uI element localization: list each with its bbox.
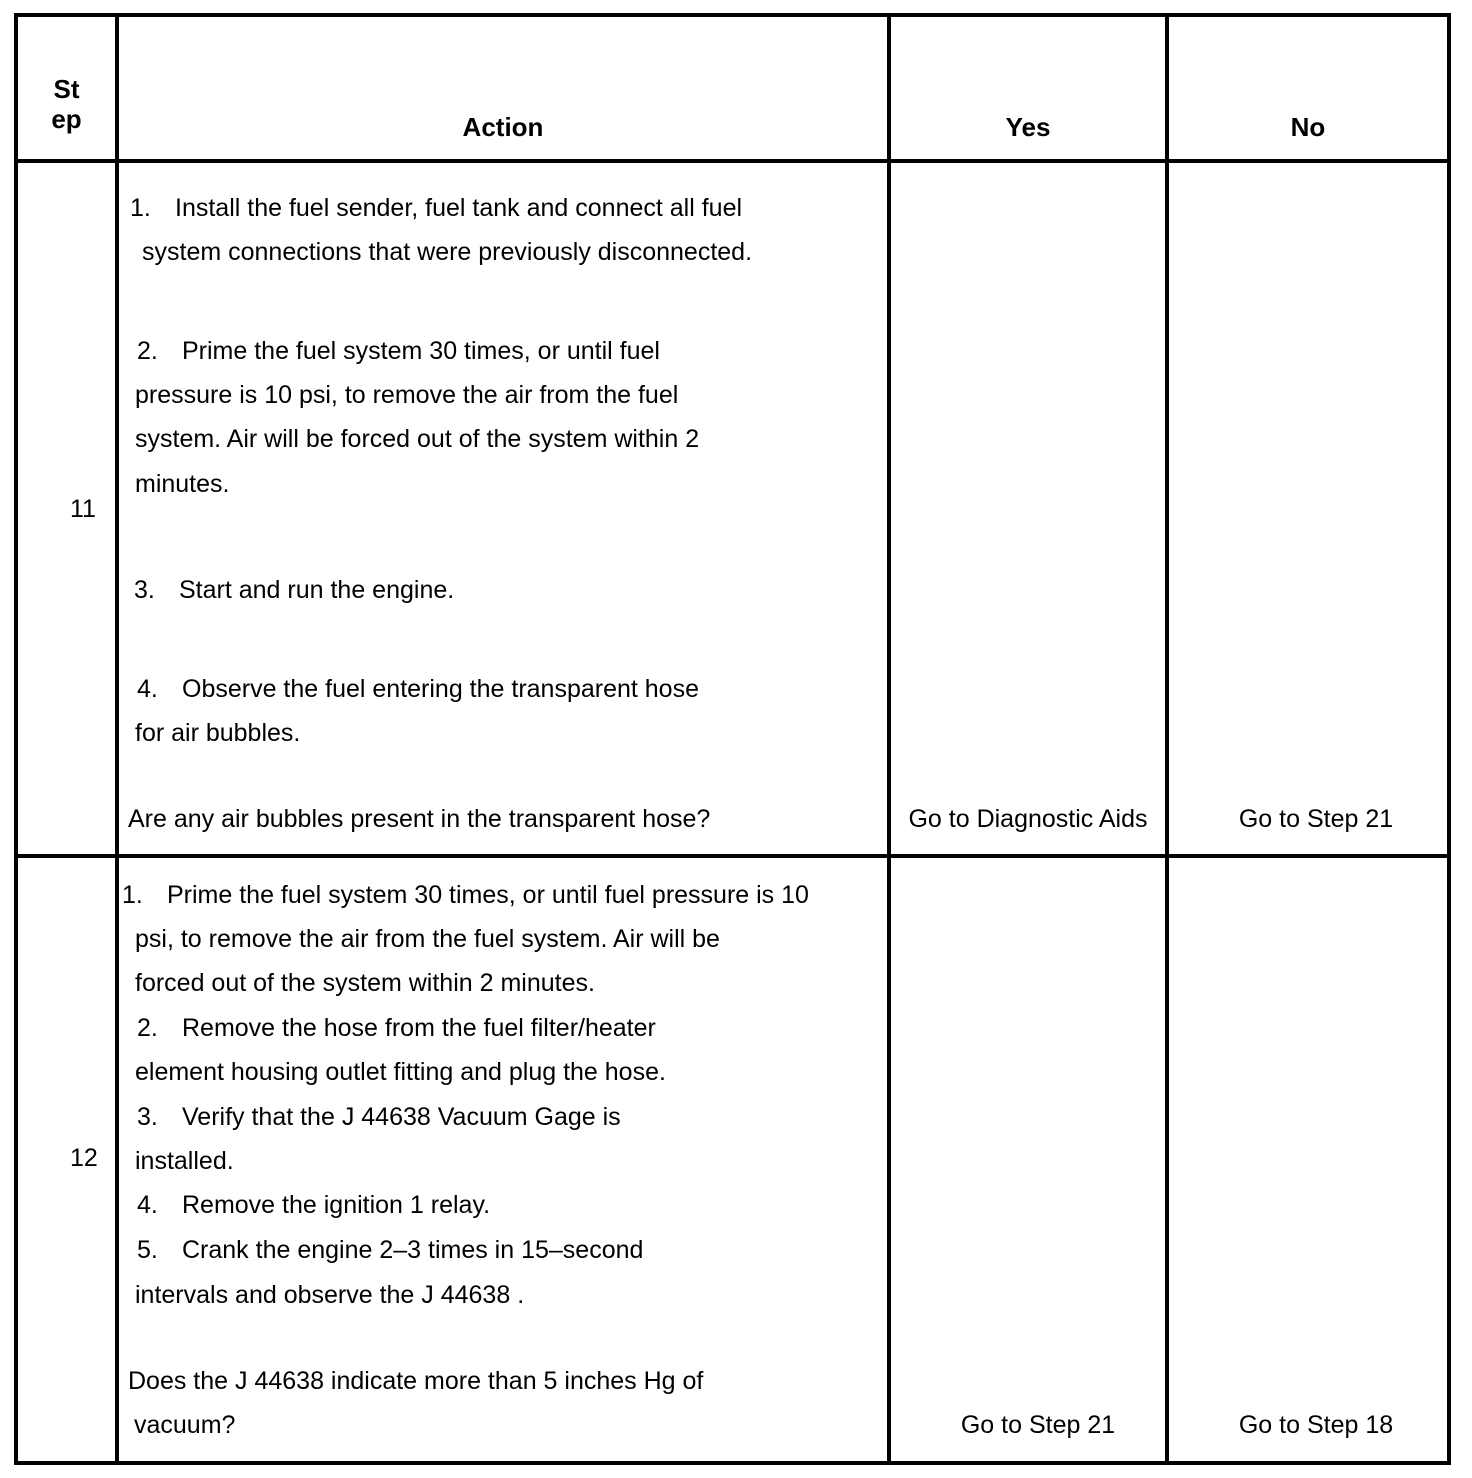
row-12-question-cont: vacuum? bbox=[134, 1411, 236, 1439]
table-border-bottom bbox=[14, 1461, 1451, 1465]
row-12-step: 12 bbox=[70, 1144, 98, 1172]
header-action: Action bbox=[462, 112, 544, 142]
row-12-instruction-1-cont-1: psi, to remove the air from the fuel system. Air will be bbox=[135, 925, 720, 953]
instruction-text: Prime the fuel system 30 times, or until fuel pressure is 10 bbox=[167, 881, 809, 909]
header-step bbox=[18, 74, 115, 134]
row-12-instruction-2-cont: element housing outlet fitting and plug the hose. bbox=[135, 1058, 666, 1086]
instruction-text: Observe the fuel entering the transparent hose bbox=[182, 675, 699, 703]
row-11-instruction-1-cont: system connections that were previously disconnected. bbox=[142, 238, 753, 266]
header-step-line-1: St bbox=[53, 74, 80, 104]
instruction-number: 3. bbox=[137, 1103, 158, 1131]
instruction-text: Install the fuel sender, fuel tank and connect all fuel bbox=[175, 194, 743, 222]
instruction-text: Start and run the engine. bbox=[179, 576, 455, 604]
row-11-yes-result: Go to Diagnostic Aids bbox=[908, 805, 1148, 833]
row-11-instruction-2-cont-2: system. Air will be forced out of the system within 2 bbox=[135, 425, 700, 453]
row-12-question: Does the J 44638 indicate more than 5 inches Hg of bbox=[128, 1367, 704, 1395]
row-11-instruction-4 bbox=[137, 674, 699, 704]
row-11-question: Are any air bubbles present in the transparent hose? bbox=[128, 805, 711, 833]
row-11-instruction-4-cont: for air bubbles. bbox=[135, 719, 301, 747]
row-12-no-result: Go to Step 18 bbox=[1238, 1411, 1394, 1439]
row-11-instruction-3 bbox=[134, 575, 454, 605]
instruction-number: 2. bbox=[137, 337, 158, 365]
row-11-instruction-1 bbox=[130, 193, 742, 223]
instruction-number: 1. bbox=[122, 881, 143, 909]
row-divider bbox=[14, 854, 1451, 858]
row-12-instruction-4 bbox=[137, 1190, 490, 1220]
instruction-text: Remove the hose from the fuel filter/heater bbox=[182, 1014, 656, 1042]
row-11-instruction-2-cont-1: pressure is 10 psi, to remove the air from the fuel bbox=[135, 381, 679, 409]
instruction-number: 2. bbox=[137, 1014, 158, 1042]
row-12-instruction-3 bbox=[137, 1102, 621, 1132]
row-12-instruction-5 bbox=[137, 1235, 643, 1265]
instruction-number: 4. bbox=[137, 1191, 158, 1219]
header-yes: Yes bbox=[1005, 112, 1051, 142]
row-11-step: 11 bbox=[70, 495, 96, 523]
instruction-number: 1. bbox=[130, 194, 151, 222]
column-divider-yes-no bbox=[1165, 13, 1169, 1465]
header-step-line-2: ep bbox=[51, 104, 82, 134]
row-11-instruction-2 bbox=[137, 336, 660, 366]
row-12-instruction-5-cont: intervals and observe the J 44638 . bbox=[135, 1281, 525, 1309]
row-12-instruction-1-cont-2: forced out of the system within 2 minutes. bbox=[135, 969, 595, 997]
table-border-left bbox=[14, 13, 18, 1465]
row-12-instruction-2 bbox=[137, 1013, 656, 1043]
instruction-text: Remove the ignition 1 relay. bbox=[182, 1191, 491, 1219]
header-no: No bbox=[1290, 112, 1326, 142]
instruction-number: 5. bbox=[137, 1236, 158, 1264]
instruction-number: 3. bbox=[134, 576, 155, 604]
header-divider bbox=[14, 159, 1451, 163]
row-12-instruction-1 bbox=[122, 880, 809, 910]
row-11-no-result: Go to Step 21 bbox=[1238, 805, 1394, 833]
instruction-text: Prime the fuel system 30 times, or until fuel bbox=[182, 337, 660, 365]
instruction-text: Verify that the J 44638 Vacuum Gage is bbox=[182, 1103, 621, 1131]
column-divider-step-action bbox=[115, 13, 119, 1465]
table-border-top bbox=[14, 13, 1451, 17]
row-11-instruction-2-cont-3: minutes. bbox=[135, 470, 230, 498]
row-12-yes-result: Go to Step 21 bbox=[960, 1411, 1116, 1439]
table-border-right bbox=[1447, 13, 1451, 1465]
instruction-text: Crank the engine 2–3 times in 15–second bbox=[182, 1236, 644, 1264]
row-12-instruction-3-cont: installed. bbox=[135, 1147, 234, 1175]
column-divider-action-yes bbox=[887, 13, 891, 1465]
instruction-number: 4. bbox=[137, 675, 158, 703]
